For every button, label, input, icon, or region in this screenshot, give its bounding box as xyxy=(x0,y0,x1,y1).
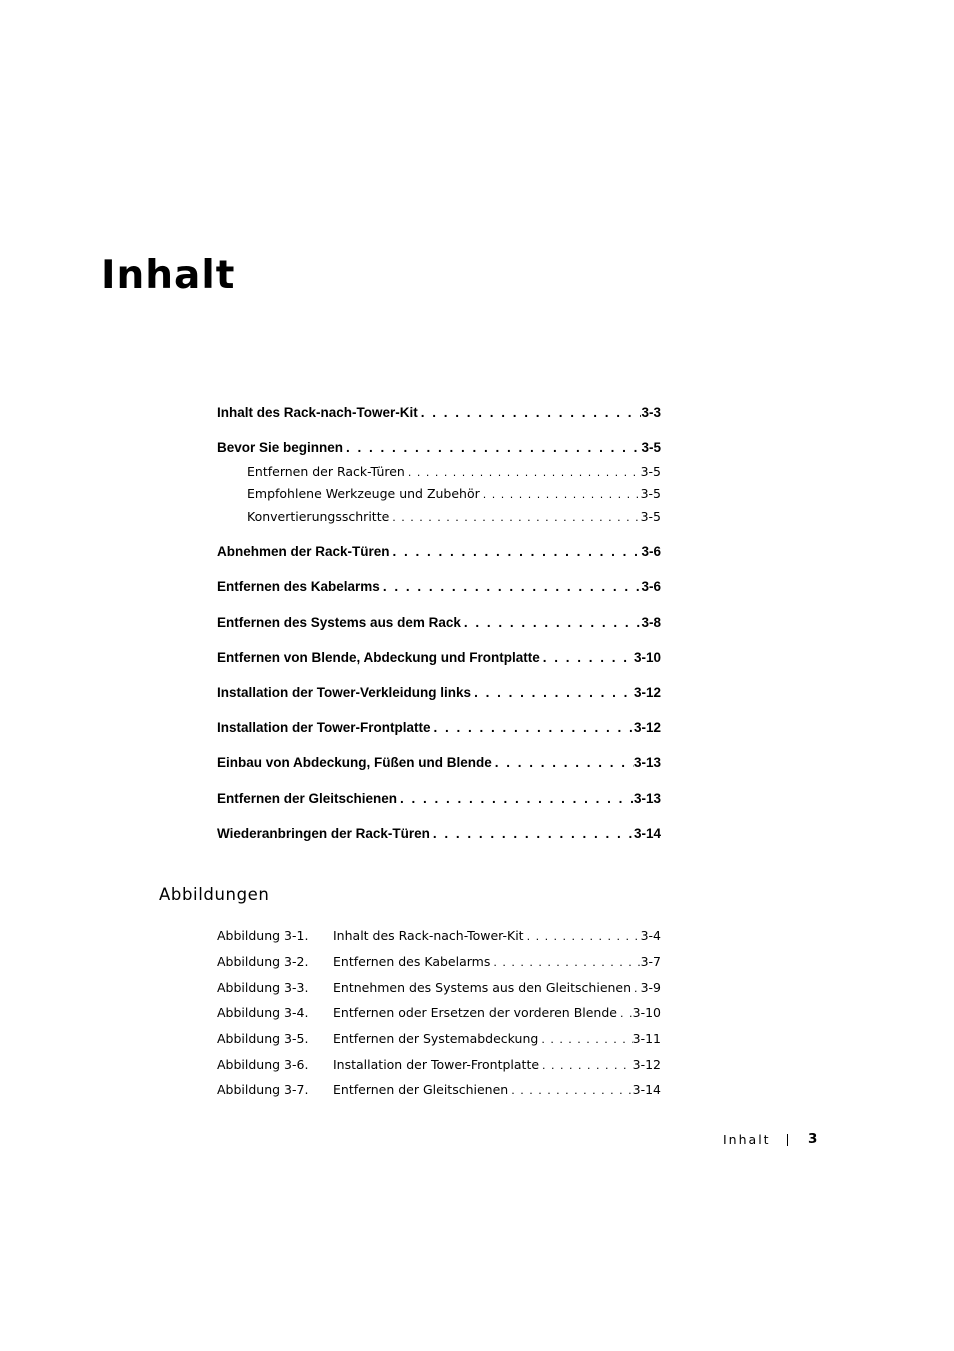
page-number: 3 xyxy=(808,1131,818,1147)
dot-leader xyxy=(538,1034,632,1045)
dot-leader xyxy=(397,792,634,806)
toc-entry-page: 3-13 xyxy=(633,755,661,770)
figure-label: Inhalt des Rack-nach-Tower-Kit xyxy=(333,928,524,943)
figure-page: 3-11 xyxy=(632,1031,661,1046)
figure-page: 3-14 xyxy=(632,1082,661,1097)
figure-entry[interactable] xyxy=(217,1084,661,1097)
toc-entry[interactable] xyxy=(217,686,661,700)
figure-number: Abbildung 3-6. xyxy=(217,1057,309,1072)
toc-subentry[interactable] xyxy=(247,511,661,524)
figure-number: Abbildung 3-2. xyxy=(217,954,309,969)
toc-entry-label: Empfohlene Werkzeuge und Zubehör xyxy=(247,486,480,501)
toc-entry[interactable] xyxy=(217,616,661,630)
toc-entry-label: Entfernen der Rack-Türen xyxy=(247,464,405,479)
toc-entry[interactable] xyxy=(217,792,661,806)
footer-label: Inhalt xyxy=(723,1132,771,1147)
toc-entry-page: 3-3 xyxy=(641,405,661,420)
toc-entry-page: 3-10 xyxy=(633,650,661,665)
toc-entry-page: 3-12 xyxy=(633,720,661,735)
toc-entry-page: 3-6 xyxy=(641,544,661,559)
dot-leader xyxy=(380,580,642,594)
figure-number: Abbildung 3-4. xyxy=(217,1005,309,1020)
dot-leader xyxy=(389,512,640,523)
figure-label: Entfernen oder Ersetzen der vorderen Blende xyxy=(333,1005,617,1020)
figure-entry[interactable] xyxy=(217,1033,661,1046)
figure-number: Abbildung 3-1. xyxy=(217,928,309,943)
dot-leader xyxy=(617,1008,633,1019)
toc-entry-label: Entfernen des Systems aus dem Rack xyxy=(217,615,461,630)
figure-label: Entfernen der Systemabdeckung xyxy=(333,1031,539,1046)
figure-page: 3-4 xyxy=(640,928,661,943)
dot-leader xyxy=(461,616,642,630)
toc-entry-label: Installation der Tower-Verkleidung links xyxy=(217,685,472,700)
toc-entry[interactable] xyxy=(217,406,661,420)
toc-entry-page: 3-5 xyxy=(641,440,661,455)
figure-entry[interactable] xyxy=(217,1059,661,1072)
dot-leader xyxy=(431,721,634,735)
toc-subentry[interactable] xyxy=(247,488,661,501)
toc-entry-page: 3-13 xyxy=(633,791,661,806)
toc-entry-label: Abnehmen der Rack-Türen xyxy=(217,544,390,559)
toc-entry[interactable] xyxy=(217,441,661,455)
dot-leader xyxy=(524,931,641,942)
dot-leader xyxy=(490,957,640,968)
toc-entry[interactable] xyxy=(217,756,661,770)
page-title: Inhalt xyxy=(101,253,236,298)
toc-entry-page: 3-8 xyxy=(641,615,661,630)
toc-entry-label: Konvertierungsschritte xyxy=(247,509,390,524)
dot-leader xyxy=(390,545,642,559)
toc-entry-label: Entfernen der Gleitschienen xyxy=(217,791,398,806)
footer-divider xyxy=(787,1134,788,1146)
figure-label: Installation der Tower-Frontplatte xyxy=(333,1057,540,1072)
dot-leader xyxy=(480,489,641,500)
dot-leader xyxy=(418,406,642,420)
figure-entry[interactable] xyxy=(217,982,661,995)
toc-entry[interactable] xyxy=(217,580,661,594)
figure-number: Abbildung 3-7. xyxy=(217,1082,309,1097)
dot-leader xyxy=(492,756,634,770)
figure-page: 3-12 xyxy=(632,1057,661,1072)
dot-leader xyxy=(540,651,634,665)
toc-entry[interactable] xyxy=(217,827,661,841)
figure-page: 3-7 xyxy=(640,954,661,969)
dot-leader xyxy=(430,827,634,841)
toc-entry-page: 3-14 xyxy=(633,826,661,841)
toc-entry-page: 3-6 xyxy=(641,579,661,594)
toc-entry-label: Einbau von Abdeckung, Füßen und Blende xyxy=(217,755,492,770)
toc-entry-label: Wiederanbringen der Rack-Türen xyxy=(217,826,430,841)
figure-number: Abbildung 3-3. xyxy=(217,980,309,995)
toc-subentry[interactable] xyxy=(247,466,661,479)
toc-entry[interactable] xyxy=(217,721,661,735)
dot-leader xyxy=(405,467,641,478)
dot-leader xyxy=(539,1060,633,1071)
toc-entry[interactable] xyxy=(217,651,661,665)
figure-number: Abbildung 3-5. xyxy=(217,1031,309,1046)
figure-label: Entfernen der Gleitschienen xyxy=(333,1082,509,1097)
figure-entry[interactable] xyxy=(217,930,661,943)
figure-entry[interactable] xyxy=(217,1007,661,1020)
figures-heading: Abbildungen xyxy=(159,885,270,904)
figure-label: Entfernen des Kabelarms xyxy=(333,954,491,969)
dot-leader xyxy=(508,1085,632,1096)
figure-entry[interactable] xyxy=(217,956,661,969)
toc-entry-label: Entfernen des Kabelarms xyxy=(217,579,380,594)
toc-entry-page: 3-5 xyxy=(640,464,661,479)
toc-entry-page: 3-5 xyxy=(640,486,661,501)
toc-entry-label: Installation der Tower-Frontplatte xyxy=(217,720,431,735)
toc-entry-page: 3-5 xyxy=(640,509,661,524)
dot-leader xyxy=(343,441,641,455)
dot-leader xyxy=(631,983,641,994)
figure-page: 3-10 xyxy=(632,1005,661,1020)
dot-leader xyxy=(471,686,634,700)
toc-entry-page: 3-12 xyxy=(633,685,661,700)
figure-label: Entnehmen des Systems aus den Gleitschienen xyxy=(333,980,632,995)
toc-entry[interactable] xyxy=(217,545,661,559)
toc-entry-label: Inhalt des Rack-nach-Tower-Kit xyxy=(217,405,418,420)
figure-page: 3-9 xyxy=(640,980,661,995)
toc-entry-label: Entfernen von Blende, Abdeckung und Frontplatte xyxy=(217,650,540,665)
toc-entry-label: Bevor Sie beginnen xyxy=(217,440,344,455)
